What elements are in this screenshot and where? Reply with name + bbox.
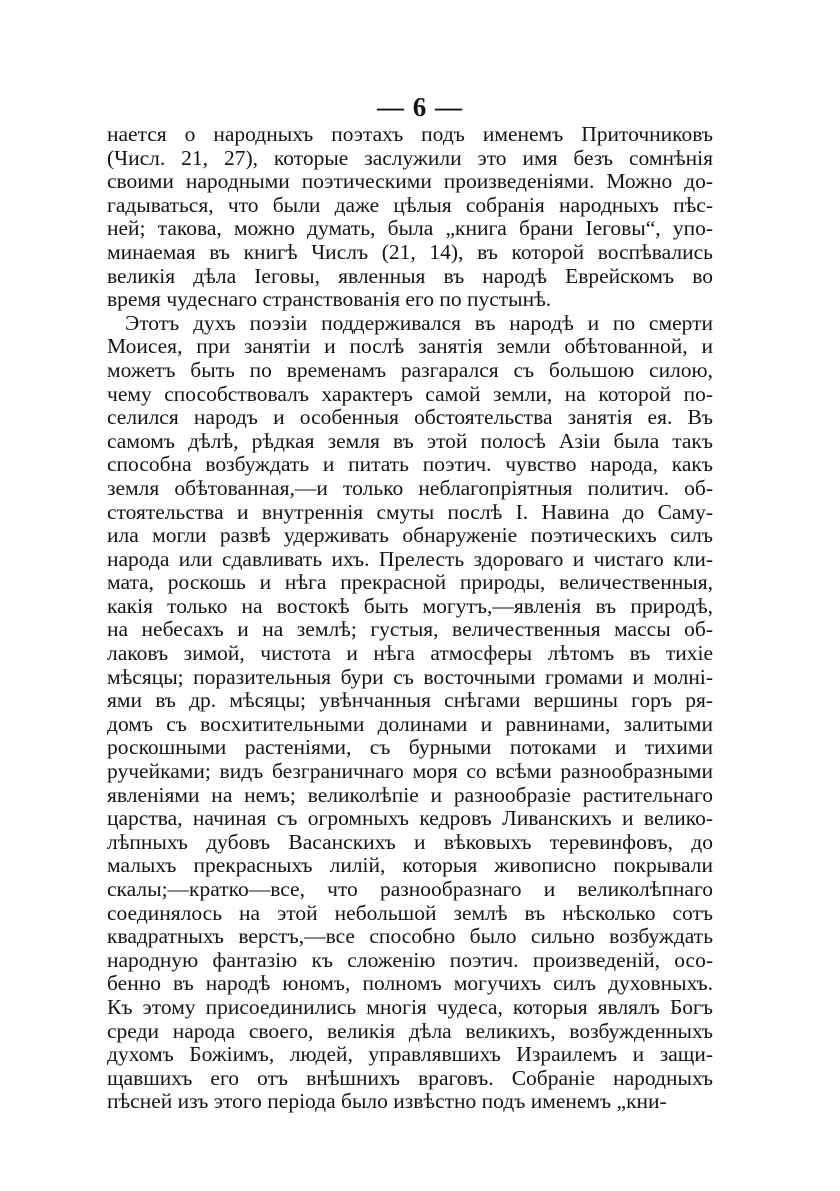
text-line: ней; такова, можно думать, была „книга брани Іеговы“, упо- bbox=[107, 216, 713, 241]
text-line: стоятельства и внутреннія смуты послѣ І. Навина до Саму- bbox=[107, 499, 713, 524]
text-line: Къ этому присоединились многія чудеса, которыя являлъ Богъ bbox=[107, 994, 713, 1019]
text-line: (Числ. 21, 27), которые заслужили это имя безъ сомнѣнія bbox=[107, 145, 713, 170]
text-line: на небесахъ и на землѣ; густыя, величественныя массы об- bbox=[107, 617, 713, 642]
text-line: гадываться, что были даже цѣлыя собранія народныхъ пѣс- bbox=[107, 192, 713, 217]
text-line: щавшихъ его отъ внѣшнихъ враговъ. Собраніе народныхъ bbox=[107, 1065, 713, 1090]
body-text bbox=[107, 123, 713, 1114]
text-line: время чудеснаго странствованія его по пустынѣ. bbox=[107, 287, 552, 312]
text-line: своими народными поэтическими произведеніями. Можно до- bbox=[107, 169, 713, 194]
text-line: великія дѣла Іеговы, явленныя въ народѣ Еврейскомъ во bbox=[107, 263, 713, 288]
text-line: мѣсяцы; поразительныя бури съ восточными громами и молні- bbox=[107, 664, 713, 689]
text-line: царства, начиная съ огромныхъ кедровъ Ливанскихъ и велико- bbox=[107, 806, 713, 831]
text-line: ручейками; видъ безграничнаго моря со всѣми разнообразными bbox=[107, 759, 713, 784]
text-line: земля обѣтованная,—и только неблагопріятныя политич. об- bbox=[107, 475, 713, 500]
page-number: — 6 — bbox=[377, 92, 463, 122]
text-line: квадратныхъ верстъ,—все способно было сильно возбуждать bbox=[107, 924, 713, 949]
text-line: среди народа своего, великія дѣла великихъ, возбужденныхъ bbox=[107, 1018, 713, 1043]
text-line: пѣсней изъ этого періода было извѣстно подъ именемъ „кни- bbox=[107, 1089, 667, 1114]
text-line: нается о народныхъ поэтахъ подъ именемъ Приточниковъ bbox=[107, 122, 713, 146]
text-line: лаковъ зимой, чистота и нѣга атмосферы лѣтомъ въ тихіе bbox=[107, 641, 713, 666]
text-line: какія только на востокѣ быть могутъ,—явленія въ природѣ, bbox=[107, 593, 713, 618]
text-line: лѣпныхъ дубовъ Васанскихъ и вѣковыхъ теревинфовъ, до bbox=[107, 829, 713, 854]
text-line: Этотъ духъ поэзіи поддерживался въ народѣ и по смерти bbox=[125, 310, 713, 335]
text-line: народа или сдавливать ихъ. Прелесть здороваго и чистаго кли- bbox=[107, 546, 713, 571]
text-line: ями въ др. мѣсяцы; увѣнчанныя снѣгами вершины горъ ря- bbox=[107, 688, 713, 713]
text-line: чему способствовалъ характеръ самой земли, на которой по- bbox=[107, 381, 713, 406]
text-line: минаемая въ книгѣ Числъ (21, 14), въ которой воспѣвались bbox=[107, 239, 713, 264]
text-line: самомъ дѣлѣ, рѣдкая земля въ этой полосѣ Азіи была такъ bbox=[107, 428, 713, 453]
text-line: домъ съ восхитительными долинами и равнинами, залитыми bbox=[107, 711, 713, 736]
text-line: способна возбуждать и питать поэтич. чувство народа, какъ bbox=[107, 452, 713, 477]
text-line: роскошными растеніями, съ бурными потоками и тихими bbox=[107, 735, 713, 760]
text-line: явленіями на немъ; великолѣпіе и разнообразіе растительнаго bbox=[107, 782, 713, 807]
text-line: соединялось на этой небольшой землѣ въ нѣсколько сотъ bbox=[107, 900, 713, 925]
text-line: селился народъ и особенныя обстоятельства занятія ея. Въ bbox=[107, 405, 713, 430]
text-line: скалы;—кратко—все, что разнообразнаго и великолѣпнаго bbox=[107, 877, 713, 901]
text-line: мата, роскошь и нѣга прекрасной природы, величественныя, bbox=[107, 570, 713, 595]
text-line: духомъ Божіимъ, людей, управлявшихъ Израилемъ и защи- bbox=[107, 1042, 713, 1067]
text-line: народную фантазію къ сложенію поэтич. произведеній, осо- bbox=[107, 947, 713, 972]
text-line: бенно въ народѣ юномъ, полномъ могучихъ силъ духовныхъ. bbox=[107, 971, 713, 996]
text-line: Моисея, при занятіи и послѣ занятія земли обѣтованной, и bbox=[107, 334, 713, 359]
text-line: ила могли развѣ удерживать обнаруженіе поэтическихъ силъ bbox=[107, 523, 713, 548]
paragraph bbox=[107, 123, 713, 312]
paragraph bbox=[107, 312, 713, 1114]
text-line: можетъ быть по временамъ разгарался съ большою силою, bbox=[107, 357, 713, 382]
text-line: малыхъ прекрасныхъ лилій, которыя живописно покрывали bbox=[107, 853, 713, 878]
